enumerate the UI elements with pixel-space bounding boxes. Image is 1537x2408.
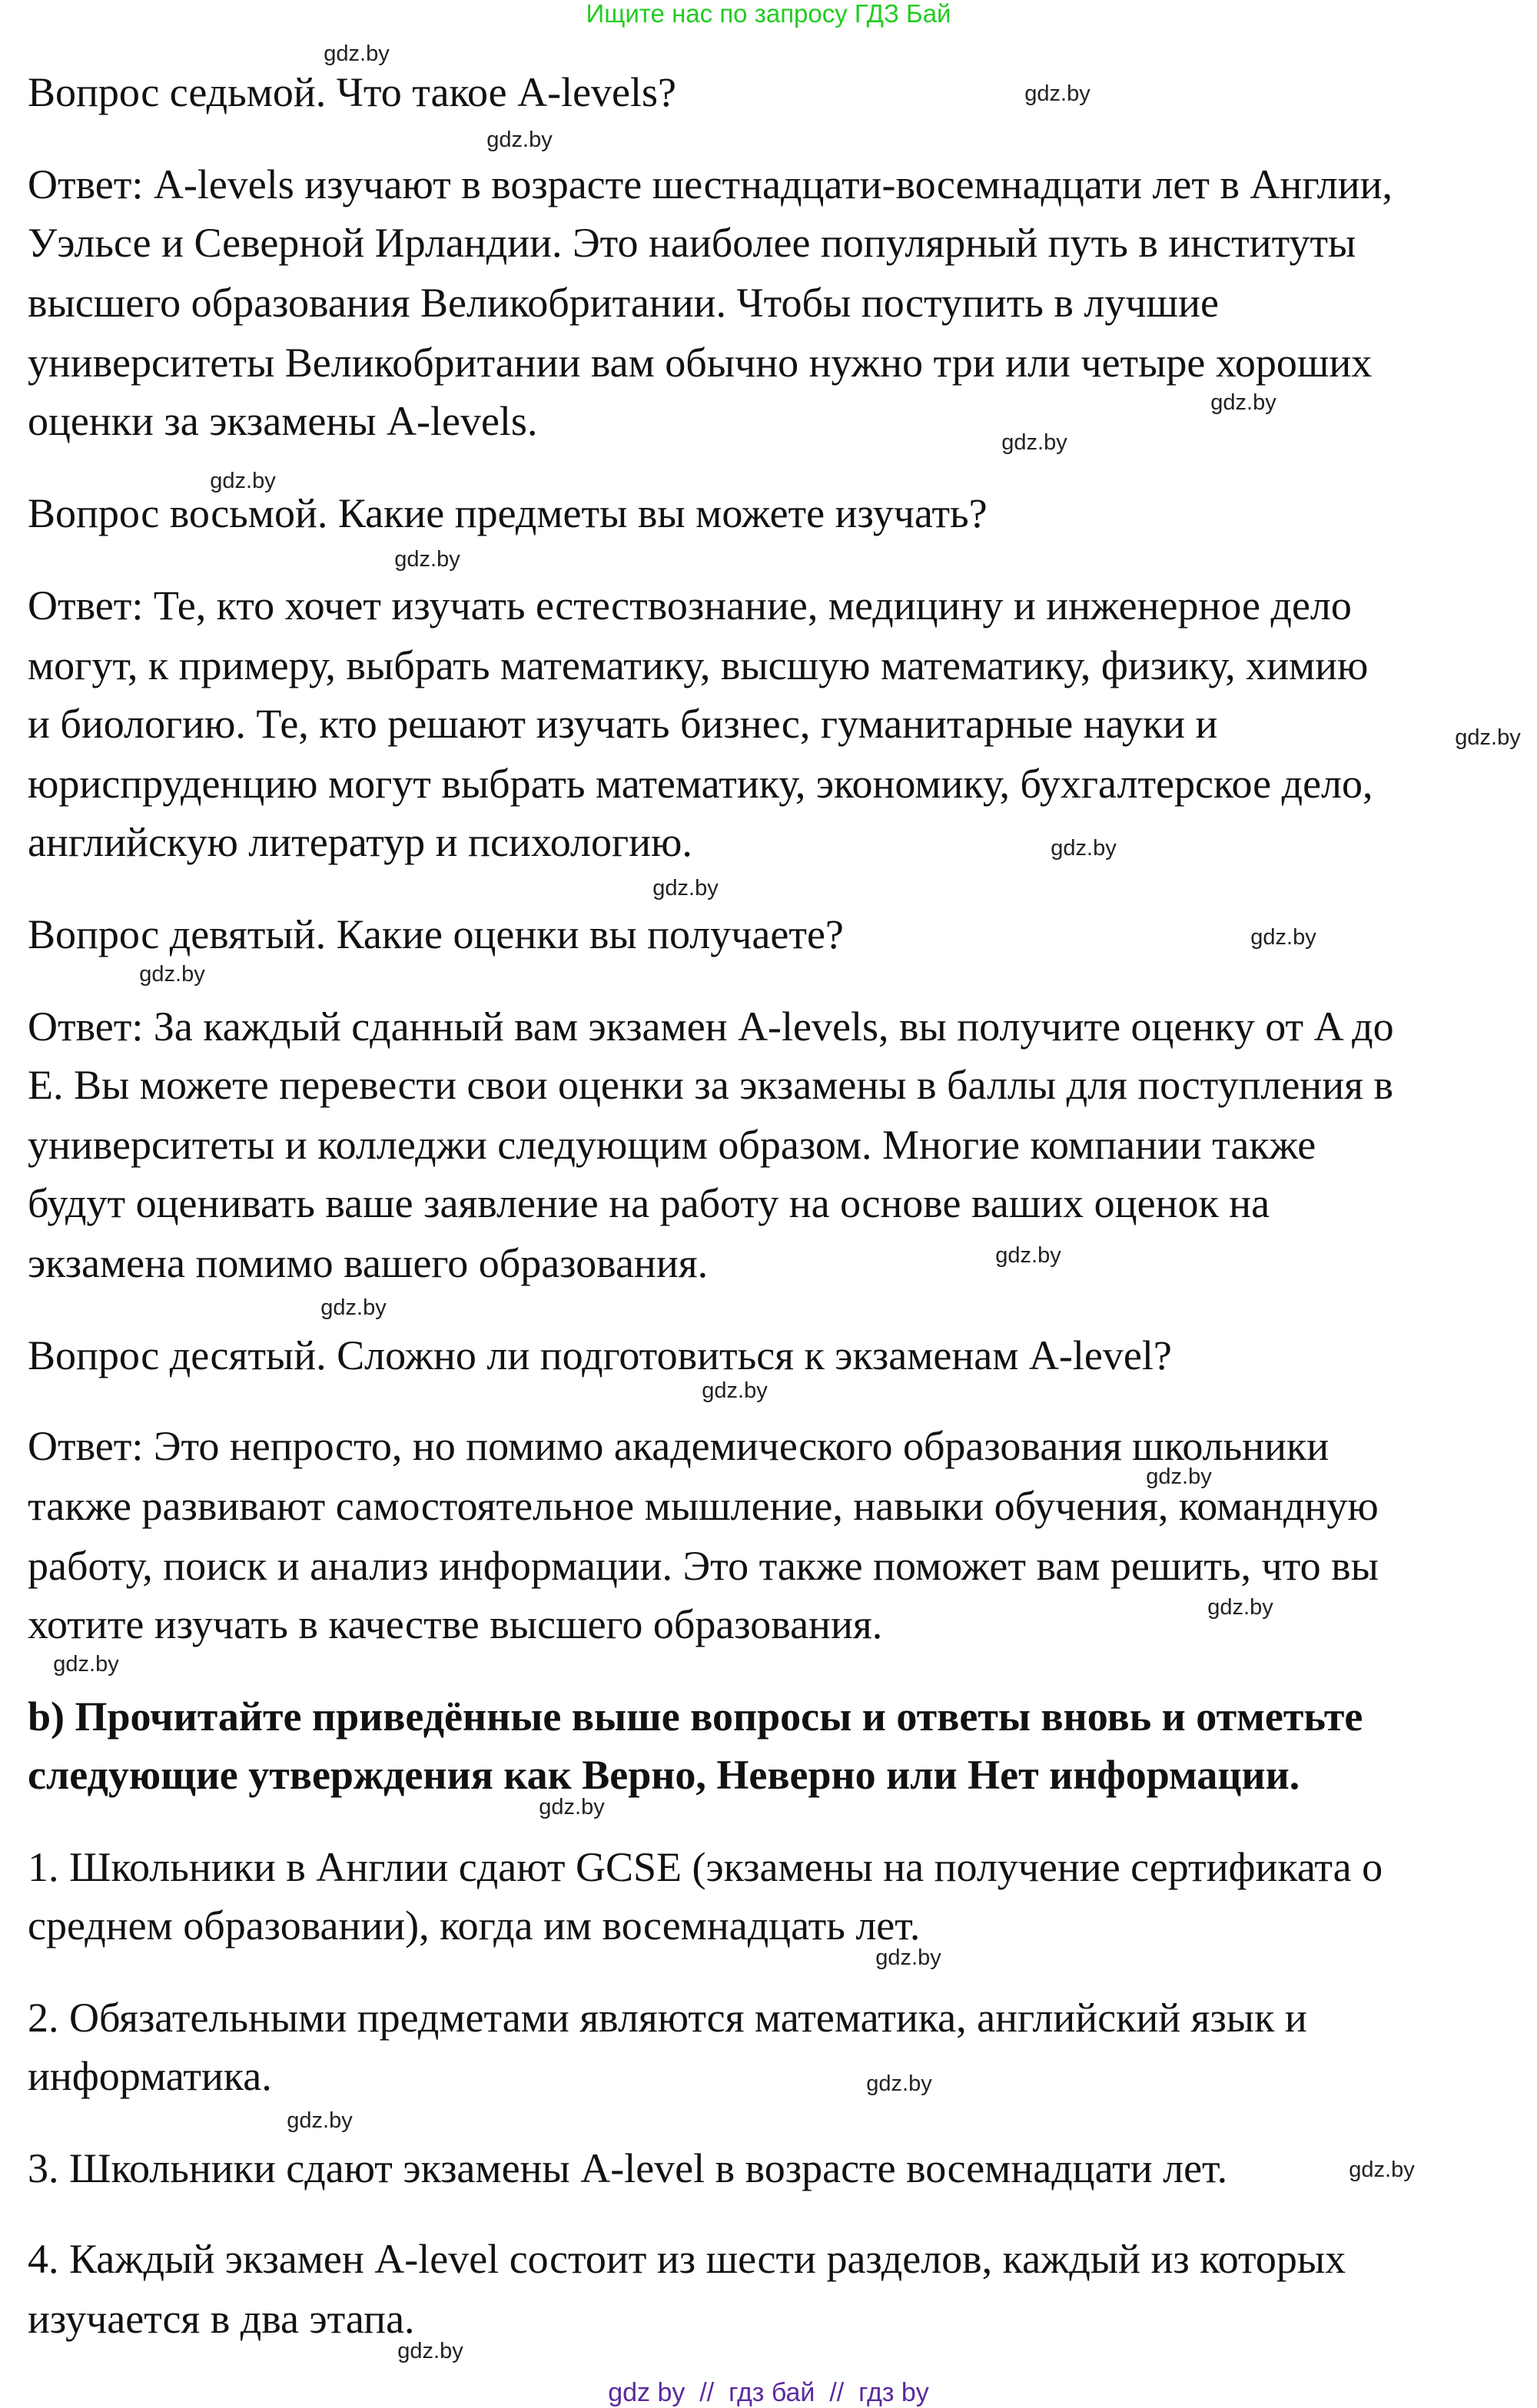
footer-links: gdz by // гдз бай // гдз by <box>608 2378 929 2407</box>
q7-answer-line: Уэльсе и Северной Ирландии. Это наиболее популярный путь в институты <box>28 220 1356 266</box>
task-b-heading: b) Прочитайте приведённые выше вопросы и ответы вновь и отметьте <box>28 1693 1363 1740</box>
watermark: gdz.by <box>53 1652 119 1677</box>
watermark: gdz.by <box>1146 1464 1212 1489</box>
q9-answer-line: будут оценивать ваше заявление на работу на основе ваших оценок на <box>28 1180 1270 1226</box>
statement-1: среднем образовании), когда им восемнадцать лет. <box>28 1902 921 1949</box>
q8-answer-line: Ответ: Те, кто хочет изучать естествознание, медицину и инженерное дело <box>28 582 1352 629</box>
statement-2: информатика. <box>28 2053 272 2099</box>
watermark: gdz.by <box>287 2108 353 2133</box>
q9-question: Вопрос девятый. Какие оценки вы получаете? <box>28 911 844 957</box>
watermark: gdz.by <box>652 876 719 901</box>
watermark: gdz.by <box>1250 925 1316 950</box>
q10-answer-line: хотите изучать в качестве высшего образования. <box>28 1601 883 1647</box>
watermark: gdz.by <box>1349 2158 1415 2182</box>
q7-question: Вопрос седьмой. Что такое A-levels? <box>28 69 677 115</box>
watermark: gdz.by <box>1024 81 1091 106</box>
q8-answer-line: могут, к примеру, выбрать математику, высшую математику, физику, химию <box>28 642 1369 688</box>
watermark: gdz.by <box>1455 725 1521 750</box>
watermark: gdz.by <box>324 41 390 66</box>
watermark: gdz.by <box>995 1243 1061 1268</box>
watermark: gdz.by <box>486 128 553 152</box>
watermark: gdz.by <box>394 547 460 572</box>
q9-answer-line: Ответ: За каждый сданный вам экзамен A-levels, вы получите оценку от A до <box>28 1003 1394 1050</box>
q8-answer-line: и биологию. Те, кто решают изучать бизнес, гуманитарные науки и <box>28 701 1218 747</box>
watermark: gdz.by <box>397 2339 463 2363</box>
watermark: gdz.by <box>866 2071 932 2096</box>
watermark: gdz.by <box>1001 430 1067 455</box>
q10-answer-line: Ответ: Это непросто, но помимо академического образования школьники <box>28 1423 1330 1469</box>
q10-answer-line: также развивают самостоятельное мышление, навыки обучения, командную <box>28 1483 1379 1529</box>
q7-answer-line: университеты Великобритании вам обычно нужно три или четыре хороших <box>28 340 1373 386</box>
watermark: gdz.by <box>1051 836 1117 861</box>
statement-3: 3. Школьники сдают экзамены A-level в возрасте восемнадцати лет. <box>28 2145 1228 2191</box>
q10-question: Вопрос десятый. Сложно ли подготовиться к экзаменам A-level? <box>28 1332 1172 1378</box>
statement-2: 2. Обязательными предметами являются математика, английский язык и <box>28 1995 1307 2041</box>
watermark: gdz.by <box>210 469 276 493</box>
q7-answer-line: Ответ: A-levels изучают в возрасте шестнадцати-восемнадцати лет в Англии, <box>28 161 1393 207</box>
watermark: gdz.by <box>1210 390 1276 415</box>
statement-4: 4. Каждый экзамен A-level состоит из шести разделов, каждый из которых <box>28 2236 1346 2282</box>
watermark: gdz.by <box>320 1295 387 1320</box>
statement-4: изучается в два этапа. <box>28 2296 415 2342</box>
q9-answer-line: университеты и колледжи следующим образом. Многие компании также <box>28 1122 1316 1168</box>
q7-answer-line: высшего образования Великобритании. Чтобы поступить в лучшие <box>28 280 1219 326</box>
watermark: gdz.by <box>139 962 205 987</box>
q8-question: Вопрос восьмой. Какие предметы вы можете изучать? <box>28 490 988 536</box>
watermark: gdz.by <box>539 1795 605 1819</box>
watermark: gdz.by <box>1207 1595 1273 1620</box>
q9-answer-line: экзамена помимо вашего образования. <box>28 1240 709 1286</box>
header-banner: Ищите нас по запросу ГДЗ Бай <box>586 0 951 28</box>
watermark: gdz.by <box>875 1945 941 1970</box>
q10-answer-line: работу, поиск и анализ информации. Это также поможет вам решить, что вы <box>28 1543 1379 1589</box>
watermark: gdz.by <box>702 1378 768 1403</box>
statement-1: 1. Школьники в Англии сдают GCSE (экзамены на получение сертификата о <box>28 1844 1383 1890</box>
q8-answer-line: английскую литератур и психологию. <box>28 819 692 865</box>
q7-answer-line: оценки за экзамены A-levels. <box>28 398 538 444</box>
q8-answer-line: юриспруденцию могут выбрать математику, экономику, бухгалтерское дело, <box>28 761 1373 807</box>
q9-answer-line: E. Вы можете перевести свои оценки за экзамены в баллы для поступления в <box>28 1062 1393 1108</box>
task-b-heading: следующие утверждения как Верно, Неверно или Нет информации. <box>28 1752 1300 1798</box>
